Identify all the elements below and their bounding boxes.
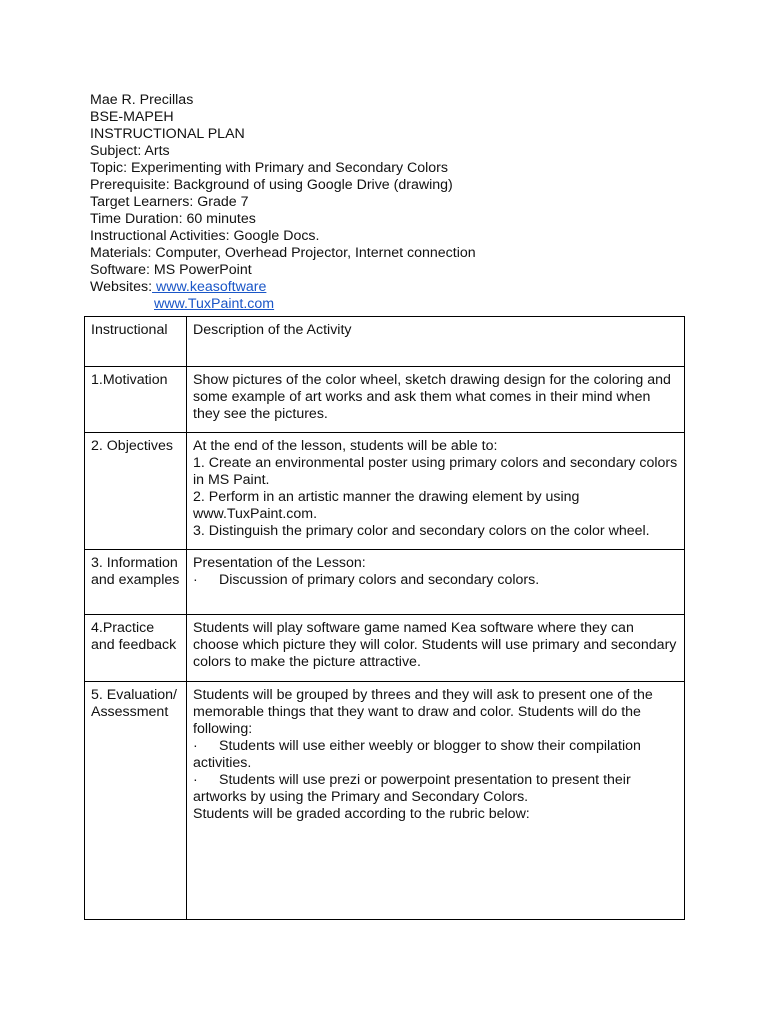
- websites-line: [90, 279, 476, 296]
- website-link-kea[interactable]: www.keasoftware: [152, 279, 267, 295]
- instructional-activities: Instructional Activities: Google Docs.: [90, 228, 320, 244]
- row-label: 4.Practice and feedback: [85, 615, 187, 682]
- objective-item: 3. Distinguish the primary color and secondary colors on the color wheel.: [193, 523, 650, 539]
- websites-line-2: [90, 296, 476, 313]
- table-row-practice: [85, 615, 685, 682]
- time-duration: Time Duration: 60 minutes: [90, 211, 256, 227]
- description-text: Show pictures of the color wheel, sketch drawing design for the coloring and some example of art works and ask them what comes in their mind when they see the pictures.: [193, 372, 671, 422]
- websites-label: Websites:: [90, 279, 153, 295]
- row-label: 3. Information and examples: [85, 550, 187, 615]
- target-learners: Target Learners: Grade 7: [90, 194, 249, 210]
- instructional-plan-table: [84, 316, 685, 920]
- table-row-objectives: [85, 433, 685, 550]
- header-cell-instructional: Instructional: [85, 317, 187, 367]
- subject: Subject: Arts: [90, 143, 170, 159]
- software: Software: MS PowerPoint: [90, 262, 252, 278]
- prerequisite: Prerequisite: Background of using Google Drive (drawing): [90, 177, 453, 193]
- bullet-icon: ·: [193, 772, 198, 788]
- row-label: 2. Objectives: [85, 433, 187, 550]
- description-text: Students will play software game named Kea software where they can choose which picture they will color. Students will use primary and secondary colors to make the picture attractive.: [193, 620, 677, 670]
- bullet-item: [193, 572, 678, 589]
- row-description: [187, 682, 685, 920]
- table-header-row: [85, 317, 685, 367]
- author-name: Mae R. Precillas: [90, 92, 194, 108]
- objective-item: 1. Create an environmental poster using primary colors and secondary colors in MS Paint.: [193, 455, 678, 488]
- bullet-item: [193, 738, 678, 772]
- row-description: [187, 433, 685, 550]
- bullet-text: Students will use prezi or powerpoint presentation to present their artworks by using the Primary and Secondary Colors.: [193, 772, 631, 805]
- course: BSE-MAPEH: [90, 109, 174, 125]
- bullet-item: [193, 772, 678, 806]
- table-row-evaluation: [85, 682, 685, 920]
- presentation-heading: Presentation of the Lesson:: [193, 555, 366, 571]
- website-link-tuxpaint[interactable]: www.TuxPaint.com: [154, 296, 275, 312]
- header-cell-description: Description of the Activity: [187, 317, 685, 367]
- bullet-icon: ·: [193, 572, 198, 588]
- objective-item: 2. Perform in an artistic manner the drawing element by using www.TuxPaint.com.: [193, 489, 580, 522]
- row-label: 1.Motivation: [85, 367, 187, 433]
- row-label: 5. Evaluation/ Assessment: [85, 682, 187, 920]
- bullet-text: Students will use either weebly or blogger to show their compilation activities.: [193, 738, 641, 771]
- description-text: Students will be grouped by threes and they will ask to present one of the memorable things that they want to draw and color. Students will do the following:: [193, 687, 653, 737]
- row-description: [187, 367, 685, 433]
- closing-text: Students will be graded according to the rubric below:: [193, 806, 530, 822]
- objectives-intro: At the end of the lesson, students will be able to:: [193, 438, 498, 454]
- bullet-icon: ·: [193, 738, 198, 754]
- topic: Topic: Experimenting with Primary and Secondary Colors: [90, 160, 448, 176]
- document-title: INSTRUCTIONAL PLAN: [90, 126, 245, 142]
- bullet-text: Discussion of primary colors and secondary colors.: [219, 572, 540, 588]
- table-row-information: [85, 550, 685, 615]
- materials: Materials: Computer, Overhead Projector, Internet connection: [90, 245, 476, 261]
- row-description: [187, 615, 685, 682]
- row-description: [187, 550, 685, 615]
- document-header: [90, 92, 476, 313]
- table-row-motivation: [85, 367, 685, 433]
